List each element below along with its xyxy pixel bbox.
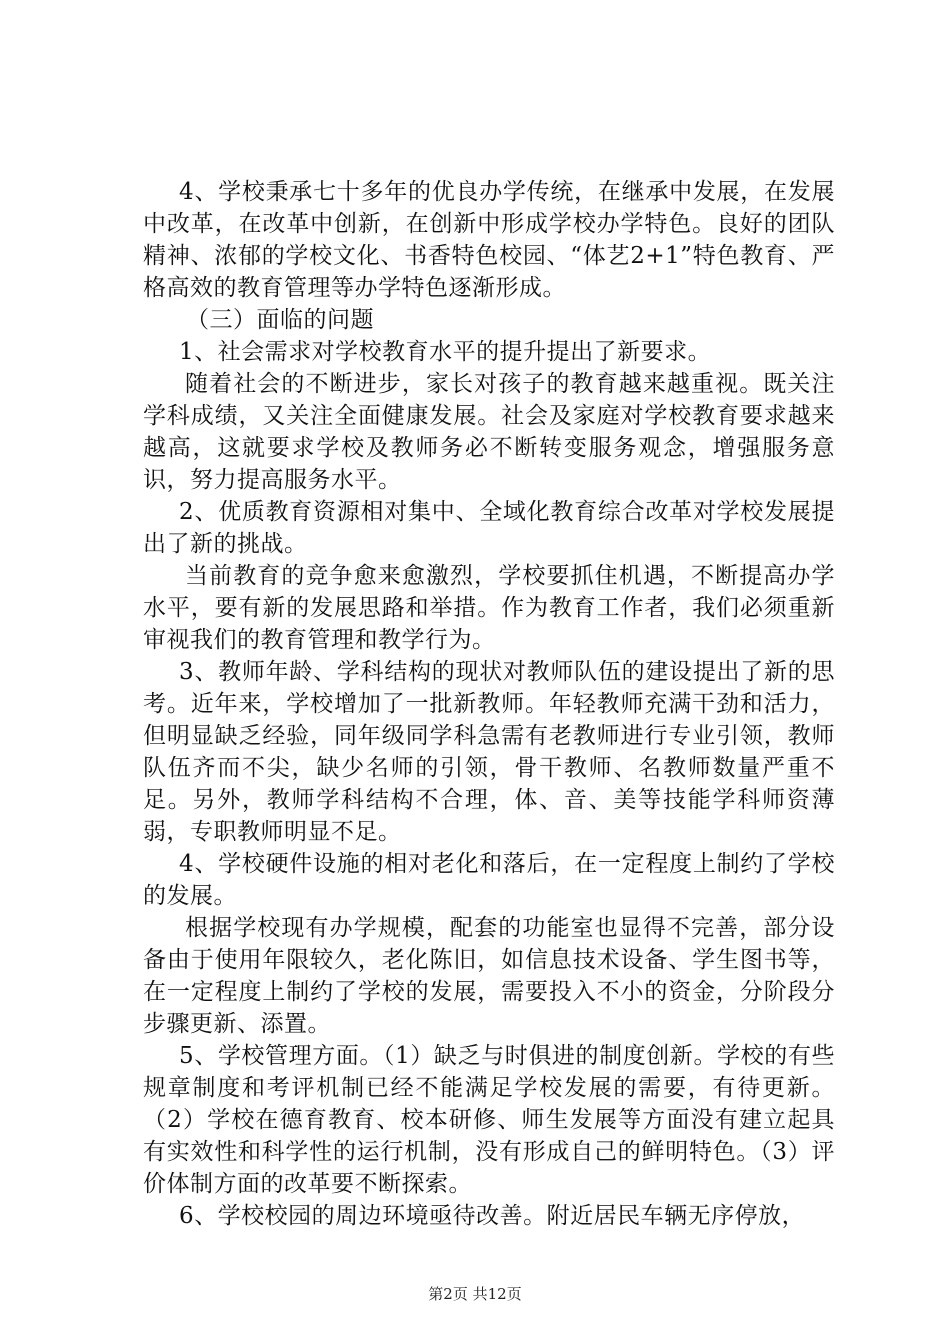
paragraph-item-2-body: 当前教育的竞争愈来愈激烈，学校要抓住机遇，不断提高办学水平，要有新的发展思路和举措。作为教育工作者，我们必须重新审视我们的教育管理和教学行为。 [143, 563, 835, 653]
paragraph-item-5: 5、学校管理方面。（1）缺乏与时俱进的制度创新。学校的有些规章制度和考评机制已经不能满足学校发展的需要，有待更新。（2）学校在德育教育、校本研修、师生发展等方面没有建立起具有实效性和科学性的运行机制，没有形成自己的鲜明特色。（3）评价体制方面的改革要不断探索。 [143, 1043, 835, 1197]
paragraph-item-1-body: 随着社会的不断进步，家长对孩子的教育越来越重视。既关注学科成绩，又关注全面健康发展。社会及家庭对学校教育要求越来越高，这就要求学校及教师务必不断转变服务观念，增强服务意识，努力提高服务水平。 [143, 371, 835, 493]
paragraph-item-1-heading: 1、社会需求对学校教育水平的提升提出了新要求。 [179, 339, 712, 365]
paragraph-item-2-heading: 2、优质教育资源相对集中、全域化教育综合改革对学校发展提出了新的挑战。 [143, 499, 835, 557]
paragraph-item-4-heading: 4、学校硬件设施的相对老化和落后，在一定程度上制约了学校的发展。 [143, 851, 835, 909]
paragraph-item-3: 3、教师年龄、学科结构的现状对教师队伍的建设提出了新的思考。近年来，学校增加了一批新教师。年轻教师充满干劲和活力，但明显缺乏经验，同年级同学科急需有老教师进行专业引领，教师队伍齐而不尖，缺少名师的引领，骨干教师、名教师数量严重不足。另外，教师学科结构不合理，体、音、美等技能学科师资薄弱，专职教师明显不足。 [143, 659, 835, 845]
document-body [143, 176, 835, 1232]
section-heading-problems: （三）面临的问题 [186, 307, 374, 333]
paragraph-item-6: 6、学校校园的周边环境亟待改善。附近居民车辆无序停放， [179, 1203, 806, 1229]
paragraph-item-4-body: 根据学校现有办学规模，配套的功能室也显得不完善，部分设备由于使用年限较久，老化陈旧，如信息技术设备、学生图书等，在一定程度上制约了学校的发展，需要投入不小的资金，分阶段分步骤更新、添置。 [143, 915, 835, 1037]
page-footer [0, 1283, 950, 1304]
paragraph-school-tradition: 4、学校秉承七十多年的优良办学传统，在继承中发展，在发展中改革，在改革中创新，在创新中形成学校办学特色。良好的团队精神、浓郁的学校文化、书香特色校园、“体艺2+1”特色教育、严格高效的教育管理等办学特色逐渐形成。 [143, 179, 835, 301]
page-number: 第2页 共12页 [428, 1285, 522, 1303]
